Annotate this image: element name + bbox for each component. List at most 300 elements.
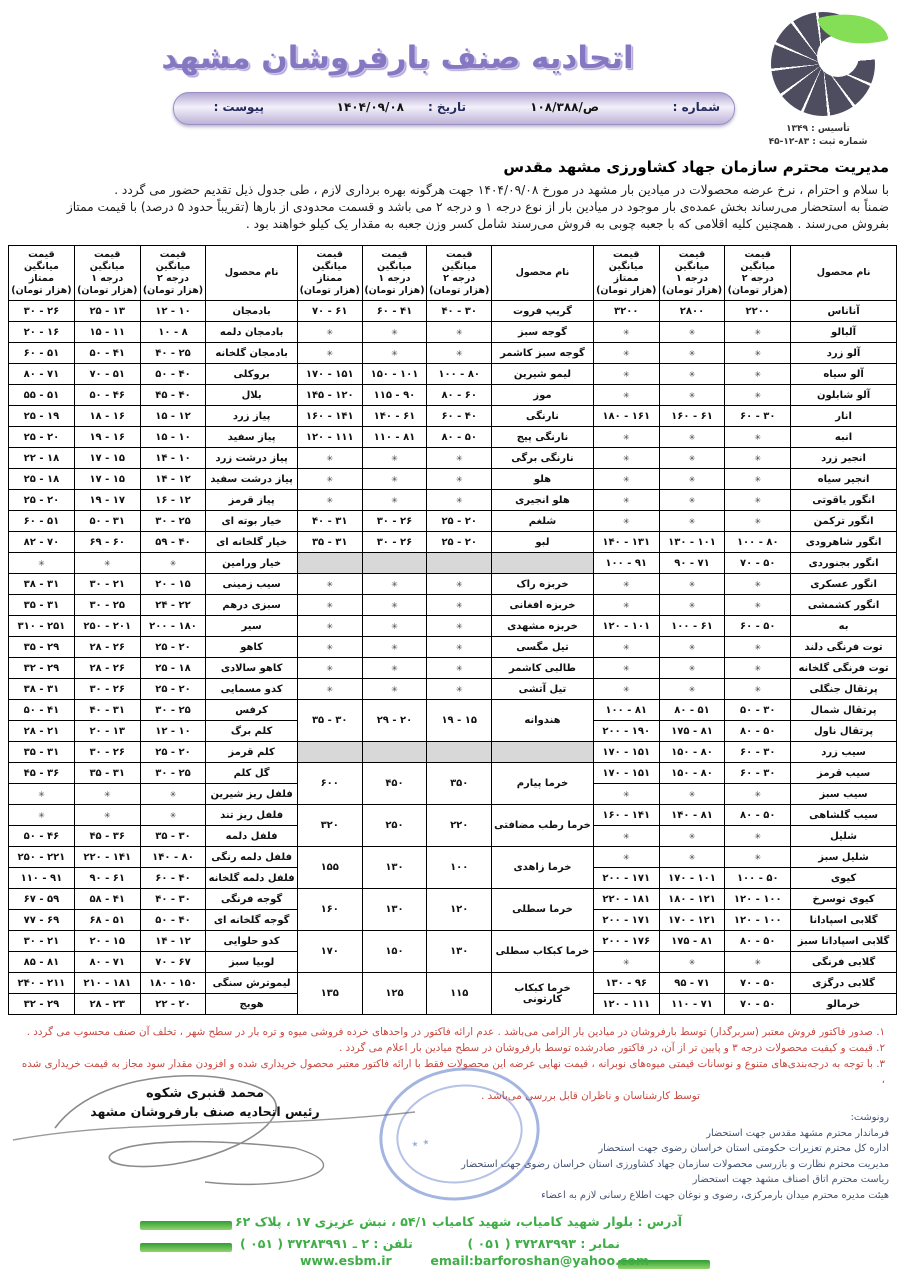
price-cell: ✳ bbox=[725, 826, 791, 847]
product-cell: سبزی درهم bbox=[206, 595, 297, 616]
price-cell: ۷۷ - ۶۹ bbox=[9, 910, 75, 931]
price-cell: ۱۸۰ - ۱۶۱ bbox=[593, 406, 659, 427]
price-cell: ۲۲ - ۱۸ bbox=[9, 448, 75, 469]
product-cell: کدو حلوایی bbox=[206, 931, 297, 952]
table-row bbox=[9, 322, 897, 343]
price-cell: ✳ bbox=[427, 490, 492, 511]
table-row bbox=[9, 385, 897, 406]
price-cell: ✳ bbox=[362, 490, 427, 511]
price-cell: ۱۳۵ bbox=[297, 973, 362, 1015]
product-cell: پیاز قرمز bbox=[206, 490, 297, 511]
price-cell: ۶۹ - ۶۰ bbox=[74, 532, 140, 553]
price-cell: ۸۰ - ۵۰ bbox=[725, 805, 791, 826]
price-cell: ۱۸۰ - ۱۵۰ bbox=[140, 973, 206, 994]
price-cell: ۳۰ - ۲۵ bbox=[140, 700, 206, 721]
price-cell: ۹۰ - ۶۱ bbox=[74, 868, 140, 889]
price-cell: ✳ bbox=[593, 322, 659, 343]
price-cell: ۱۶۰ - ۶۱ bbox=[659, 406, 725, 427]
price-cell: ✳ bbox=[725, 448, 791, 469]
price-cell: ۶۰ - ۵۰ bbox=[725, 616, 791, 637]
price-cell: ۲۰۰ - ۱۷۱ bbox=[593, 868, 659, 889]
product-cell: سیر bbox=[206, 616, 297, 637]
product-cell: لبو bbox=[492, 532, 594, 553]
price-cell: ۲۰۰ - ۱۷۶ bbox=[593, 931, 659, 952]
price-cell: ✳ bbox=[659, 658, 725, 679]
price-cell: ۳۰ - ۲۱ bbox=[9, 931, 75, 952]
product-cell: فلفل دلمه bbox=[206, 826, 297, 847]
letter-number-label: شماره : bbox=[672, 100, 720, 114]
price-cell: ۲۵ - ۲۰ bbox=[9, 490, 75, 511]
price-cell: ✳ bbox=[725, 364, 791, 385]
price-cell: ۱۶ - ۱۲ bbox=[140, 490, 206, 511]
price-cell: ۱۳۰ bbox=[427, 931, 492, 973]
price-cell: ۳۱۰ - ۲۵۱ bbox=[9, 616, 75, 637]
logo-registration-caption: شماره ثبت : ۸۳-۱۲-۴۵ bbox=[768, 137, 868, 147]
letter-body bbox=[16, 182, 889, 233]
column-header-price: قیمت میانگین درجه ۲ (هزار تومان) bbox=[140, 246, 206, 301]
price-cell bbox=[427, 553, 492, 574]
price-cell: ✳ bbox=[725, 679, 791, 700]
price-cell: ✳ bbox=[362, 322, 427, 343]
price-cell: ۱۷۵ - ۸۱ bbox=[659, 931, 725, 952]
price-cell: ✳ bbox=[725, 847, 791, 868]
price-cell: ۲۵ - ۱۸ bbox=[9, 469, 75, 490]
price-cell: ۱۵۰ - ۸۰ bbox=[659, 763, 725, 784]
price-cell: ۲۸ - ۲۳ bbox=[74, 994, 140, 1015]
column-header-price: قیمت میانگین درجه ۲ (هزار تومان) bbox=[725, 246, 791, 301]
price-cell: ۱۷ - ۱۵ bbox=[74, 448, 140, 469]
product-cell: خرما رطب مضافتی bbox=[492, 805, 594, 847]
price-cell: ✳ bbox=[725, 469, 791, 490]
price-cell: ✳ bbox=[593, 511, 659, 532]
green-bar bbox=[140, 1221, 232, 1230]
price-cell: ۱۷۰ bbox=[297, 931, 362, 973]
product-cell: سیب زمینی bbox=[206, 574, 297, 595]
price-cell: ۶۰ - ۴۰ bbox=[140, 868, 206, 889]
price-cell: ✳ bbox=[593, 826, 659, 847]
product-cell: خرما پیارم bbox=[492, 763, 594, 805]
price-cell: ۵۰ - ۳۱ bbox=[74, 511, 140, 532]
price-cell: ۱۵۵ bbox=[297, 847, 362, 889]
price-cell: ✳ bbox=[659, 511, 725, 532]
product-cell: انگور کشمشی bbox=[791, 595, 897, 616]
price-cell: ۲۸ - ۲۶ bbox=[74, 658, 140, 679]
price-cell: ۸۰ - ۶۰ bbox=[427, 385, 492, 406]
price-cell: ✳ bbox=[659, 448, 725, 469]
cc-item: اداره کل محترم تعزیرات حکومتی استان خراسان رضوی جهت استحضار bbox=[598, 1143, 889, 1154]
table-row bbox=[9, 637, 897, 658]
product-cell: انگور ترکمن bbox=[791, 511, 897, 532]
price-cell: ۲۹ - ۲۰ bbox=[362, 700, 427, 742]
table-row bbox=[9, 448, 897, 469]
logo-founded-caption: تأسیس : ۱۳۴۹ bbox=[786, 124, 850, 134]
contact-email[interactable]: email:barforoshan@yahoo.com bbox=[430, 1253, 649, 1268]
price-cell: ۵۰ - ۴۱ bbox=[9, 700, 75, 721]
price-cell: ۱۰۰ - ۸۱ bbox=[593, 700, 659, 721]
price-cell: ۲۰ - ۱۵ bbox=[140, 574, 206, 595]
table-row bbox=[9, 406, 897, 427]
product-cell: هندوانه bbox=[492, 700, 594, 742]
price-cell: ✳ bbox=[725, 952, 791, 973]
product-cell: خیار گلخانه ای bbox=[206, 532, 297, 553]
price-cell: ۱۴ - ۱۲ bbox=[140, 469, 206, 490]
price-cell: ۲۴۰ - ۲۱۱ bbox=[9, 973, 75, 994]
product-cell: پیاز زرد bbox=[206, 406, 297, 427]
letter-number-value: ۱۰۸/ص/۳۸۸ bbox=[530, 100, 599, 114]
signer-name: محمد قنبری شکوه bbox=[146, 1086, 264, 1101]
price-cell: ۲۲۰ bbox=[427, 805, 492, 847]
price-cell: ۲۸ - ۲۶ bbox=[74, 637, 140, 658]
column-header-price: قیمت میانگین ممتاز (هزار تومان) bbox=[593, 246, 659, 301]
footnote-line: ۱. صدور فاکتور فروش معتبر (سربرگدار) توسط بارفروشان در میادین بار الزامی می‌باشد . عدم ارائه فاکتور در واحدهای خرده فروشی میوه و تره بار در سطح شهر ، تخلف آن صنف محسوب می گردد . bbox=[26, 1026, 885, 1038]
price-cell: ۱۴۰ - ۱۳۱ bbox=[593, 532, 659, 553]
product-cell: انگور شاهرودی bbox=[791, 532, 897, 553]
price-cell: ۲۵ - ۲۰ bbox=[140, 742, 206, 763]
price-cell: ✳ bbox=[427, 616, 492, 637]
price-cell: ۳۵۰ bbox=[427, 763, 492, 805]
price-cell: ۲۲۰۰ bbox=[725, 301, 791, 322]
price-cell: ۳۲ - ۲۹ bbox=[9, 994, 75, 1015]
product-cell: انجیر زرد bbox=[791, 448, 897, 469]
price-cell: ۱۰۰ - ۸۰ bbox=[427, 364, 492, 385]
product-cell: خرما زاهدی bbox=[492, 847, 594, 889]
product-cell: بلال bbox=[206, 385, 297, 406]
price-cell: ۲۱۰ - ۱۸۱ bbox=[74, 973, 140, 994]
price-cell: ۲۵ - ۲۰ bbox=[140, 637, 206, 658]
product-cell: سیب قرمز bbox=[791, 763, 897, 784]
table-row bbox=[9, 889, 897, 910]
product-cell: گلابی اسپادانا bbox=[791, 910, 897, 931]
price-cell: ۱۸ - ۱۶ bbox=[74, 406, 140, 427]
price-cell: ۷۰ - ۵۱ bbox=[74, 364, 140, 385]
price-cell: ✳ bbox=[297, 343, 362, 364]
column-header-product: نام محصول bbox=[791, 246, 897, 301]
product-cell: خربزه مشهدی bbox=[492, 616, 594, 637]
price-cell: ✳ bbox=[659, 343, 725, 364]
price-cell: ۸۵ - ۸۱ bbox=[9, 952, 75, 973]
product-cell bbox=[492, 553, 594, 574]
price-cell: ✳ bbox=[297, 448, 362, 469]
price-cell: ۱۰۰ - ۹۱ bbox=[593, 553, 659, 574]
price-cell: ۱۷۰ - ۱۵۱ bbox=[593, 763, 659, 784]
product-cell: بروکلی bbox=[206, 364, 297, 385]
product-cell: هلو bbox=[492, 469, 594, 490]
price-cell bbox=[362, 742, 427, 763]
price-cell: ✳ bbox=[659, 364, 725, 385]
product-cell: توت فرنگی دلند bbox=[791, 637, 897, 658]
table-row bbox=[9, 679, 897, 700]
price-cell: ✳ bbox=[427, 595, 492, 616]
product-cell: پیاز درشت زرد bbox=[206, 448, 297, 469]
price-cell: ۲۸ - ۲۱ bbox=[9, 721, 75, 742]
price-cell: ✳ bbox=[593, 469, 659, 490]
price-cell: ✳ bbox=[659, 427, 725, 448]
price-cell: ✳ bbox=[140, 805, 206, 826]
price-cell: ۱۴۰ - ۸۰ bbox=[140, 847, 206, 868]
price-cell: ۸۰ - ۵۱ bbox=[659, 700, 725, 721]
price-cell: ۵۹ - ۴۰ bbox=[140, 532, 206, 553]
price-cell: ۴۵ - ۳۶ bbox=[9, 763, 75, 784]
price-cell: ✳ bbox=[362, 448, 427, 469]
table-row bbox=[9, 931, 897, 952]
price-cell: ۶۰ - ۴۱ bbox=[362, 301, 427, 322]
table-row bbox=[9, 847, 897, 868]
price-cell: ۳۲ - ۲۹ bbox=[9, 658, 75, 679]
product-cell: به bbox=[791, 616, 897, 637]
price-cell: ۶۰ - ۴۰ bbox=[427, 406, 492, 427]
price-cell: ✳ bbox=[74, 784, 140, 805]
table-row bbox=[9, 301, 897, 322]
price-cell: ۱۲۰ - ۱۰۱ bbox=[593, 616, 659, 637]
product-cell: پرتقال جنگلی bbox=[791, 679, 897, 700]
price-cell: ✳ bbox=[659, 826, 725, 847]
price-cell: ✳ bbox=[593, 490, 659, 511]
price-cell: ۱۱۰ - ۸۱ bbox=[362, 427, 427, 448]
price-cell: ✳ bbox=[427, 322, 492, 343]
product-cell: لیمو شیرین bbox=[492, 364, 594, 385]
price-cell: ۱۷۰ - ۱۵۱ bbox=[297, 364, 362, 385]
product-cell: خرما کبکاب سطلی bbox=[492, 931, 594, 973]
price-cell: ۸۰ - ۵۰ bbox=[427, 427, 492, 448]
cc-item: هیئت مدیره محترم میدان بارمرکزی، رضوی و نوغان جهت اطلاع رسانی لازم به اعضاء bbox=[541, 1189, 889, 1201]
price-cell: ✳ bbox=[593, 679, 659, 700]
price-cell: ۱۱۰ - ۷۱ bbox=[659, 994, 725, 1015]
price-cell: ۱۰ - ۸ bbox=[140, 322, 206, 343]
price-cell: ۱۷ - ۱۵ bbox=[74, 469, 140, 490]
product-cell: لوبیا سبز bbox=[206, 952, 297, 973]
price-cell: ✳ bbox=[659, 784, 725, 805]
price-cell: ۱۷۰ - ۱۲۱ bbox=[659, 910, 725, 931]
table-row bbox=[9, 574, 897, 595]
price-cell: ۵۰ - ۴۶ bbox=[9, 826, 75, 847]
price-cell: ۲۸۰۰ bbox=[659, 301, 725, 322]
product-cell: طالبی کاشمر bbox=[492, 658, 594, 679]
price-cell: ۱۴۰ - ۸۱ bbox=[659, 805, 725, 826]
price-cell: ۶۰ - ۳۰ bbox=[725, 763, 791, 784]
price-cell: ۳۵ - ۳۰ bbox=[297, 700, 362, 742]
price-cell: ✳ bbox=[427, 343, 492, 364]
price-cell: ۲۵۰ - ۲۰۱ bbox=[74, 616, 140, 637]
price-cell: ۴۰ - ۳۰ bbox=[140, 889, 206, 910]
price-cell: ۳۰ - ۲۵ bbox=[140, 511, 206, 532]
price-cell: ۲۰۰ - ۱۸۰ bbox=[140, 616, 206, 637]
price-cell: ۱۶۰ - ۱۴۱ bbox=[593, 805, 659, 826]
price-cell: ✳ bbox=[659, 595, 725, 616]
price-cell: ۱۵ - ۱۲ bbox=[140, 406, 206, 427]
price-cell: ۱۲۰ - ۱۰۰ bbox=[725, 910, 791, 931]
price-cell: ۶۰ - ۵۱ bbox=[9, 343, 75, 364]
price-cell: ✳ bbox=[362, 574, 427, 595]
product-cell: آلو شابلون bbox=[791, 385, 897, 406]
product-cell: فلفل دلمه گلخانه bbox=[206, 868, 297, 889]
price-cell: ۳۵ - ۳۱ bbox=[297, 532, 362, 553]
price-cell: ✳ bbox=[593, 364, 659, 385]
price-cell: ۴۵۰ bbox=[362, 763, 427, 805]
price-cell: ۳۰ - ۲۶ bbox=[362, 532, 427, 553]
table-row bbox=[9, 658, 897, 679]
product-cell: فلفل دلمه رنگی bbox=[206, 847, 297, 868]
price-cell: ✳ bbox=[362, 343, 427, 364]
price-cell: ۲۵ - ۱۹ bbox=[9, 406, 75, 427]
product-cell: فلفل ریز شیرین bbox=[206, 784, 297, 805]
product-cell: گوجه گلخانه ای bbox=[206, 910, 297, 931]
column-header-price: قیمت میانگین ممتاز (هزار تومان) bbox=[297, 246, 362, 301]
price-cell: ۱۱۵ - ۹۰ bbox=[362, 385, 427, 406]
price-cell: ۳۵ - ۳۱ bbox=[9, 742, 75, 763]
price-cell: ۱۰۰ - ۵۰ bbox=[725, 868, 791, 889]
price-cell: ۵۵ - ۵۱ bbox=[9, 385, 75, 406]
price-cell: ✳ bbox=[659, 385, 725, 406]
price-cell: ۱۴۵ - ۱۲۰ bbox=[297, 385, 362, 406]
cc-list bbox=[461, 1110, 889, 1203]
contact-website[interactable]: www.esbm.ir bbox=[300, 1253, 392, 1268]
price-cell: ✳ bbox=[593, 343, 659, 364]
price-cell: ✳ bbox=[593, 448, 659, 469]
price-cell: ✳ bbox=[9, 784, 75, 805]
price-cell: ۳۵ - ۳۰ bbox=[140, 826, 206, 847]
product-cell: خرما کبکاب کارتونی bbox=[492, 973, 594, 1015]
product-cell: گل کلم bbox=[206, 763, 297, 784]
price-cell: ✳ bbox=[140, 784, 206, 805]
product-cell: خیار بوته ای bbox=[206, 511, 297, 532]
price-cell bbox=[297, 553, 362, 574]
price-cell: ۱۲۰ - ۱۰۰ bbox=[725, 889, 791, 910]
price-cell: ۲۵ - ۱۸ bbox=[140, 658, 206, 679]
price-cell: ✳ bbox=[297, 490, 362, 511]
table-row bbox=[9, 973, 897, 994]
price-cell: ۱۲ - ۱۰ bbox=[140, 721, 206, 742]
price-cell: ۲۰۰ - ۱۷۱ bbox=[593, 910, 659, 931]
price-cell: ۳۵ - ۲۹ bbox=[9, 637, 75, 658]
price-cell: ۷۰ - ۵۰ bbox=[725, 553, 791, 574]
footnote-line: ۳. با توجه به درجه‌بندی‌های متنوع و نوسانات قیمتی میوه‌های نوبرانه ، قیمت نهایی عرضه این محصولات فقط با ارائه فاکتور معتبر محصول خریداری شده و افزودن مقدار سود مجاز به قیمت خریداری شده ، bbox=[21, 1058, 885, 1086]
price-cell: ۱۲۰ bbox=[427, 889, 492, 931]
price-cell: ✳ bbox=[725, 658, 791, 679]
price-cell: ۴۵ - ۴۰ bbox=[140, 385, 206, 406]
price-cell: ✳ bbox=[725, 490, 791, 511]
product-cell: خربزه راک bbox=[492, 574, 594, 595]
product-cell: پیاز سفید bbox=[206, 427, 297, 448]
price-cell: ✳ bbox=[593, 784, 659, 805]
price-cell: ✳ bbox=[427, 448, 492, 469]
product-cell: کدو مسمایی bbox=[206, 679, 297, 700]
price-cell: ✳ bbox=[659, 322, 725, 343]
price-cell: ✳ bbox=[297, 469, 362, 490]
price-cell bbox=[297, 742, 362, 763]
column-header-price: قیمت میانگین درجه ۱ (هزار تومان) bbox=[74, 246, 140, 301]
letter-body-line: با سلام و احترام ، نرخ عرضه محصولات در میادین بار مشهد در مورخ ۱۴۰۴/۰۹/۰۸ جهت هرگونه بهره برداری لازم ، طی جدول ذیل تقدیم حضور می گردد . bbox=[114, 183, 889, 197]
price-cell: ۳۸ - ۳۱ bbox=[9, 574, 75, 595]
price-cell: ۳۰ - ۲۵ bbox=[140, 763, 206, 784]
product-cell: خرما سطلی bbox=[492, 889, 594, 931]
product-cell: سیب گلشاهی bbox=[791, 805, 897, 826]
price-cell: ۲۴ - ۲۲ bbox=[140, 595, 206, 616]
price-cell: ✳ bbox=[725, 385, 791, 406]
price-cell: ✳ bbox=[593, 952, 659, 973]
price-table-body bbox=[9, 301, 897, 1015]
price-cell: ✳ bbox=[725, 322, 791, 343]
table-row bbox=[9, 427, 897, 448]
price-cell: ✳ bbox=[659, 637, 725, 658]
price-cell: ۱۴ - ۱۲ bbox=[140, 931, 206, 952]
product-cell: تیل مگسی bbox=[492, 637, 594, 658]
price-cell: ۵۰ - ۴۰ bbox=[140, 364, 206, 385]
price-cell: ✳ bbox=[725, 574, 791, 595]
price-cell: ✳ bbox=[593, 574, 659, 595]
price-cell: ۱۳۰ - ۱۰۱ bbox=[659, 532, 725, 553]
price-cell: ✳ bbox=[659, 679, 725, 700]
price-cell: ✳ bbox=[659, 490, 725, 511]
price-cell: ✳ bbox=[297, 574, 362, 595]
price-cell: ۱۰۰ bbox=[427, 847, 492, 889]
product-cell: انگور بجنوردی bbox=[791, 553, 897, 574]
product-cell: گوجه سبز کاشمر bbox=[492, 343, 594, 364]
price-cell: ۷۰ - ۵۰ bbox=[725, 973, 791, 994]
product-cell: بادمجان دلمه bbox=[206, 322, 297, 343]
product-cell: بادمجان bbox=[206, 301, 297, 322]
price-cell: ۷۰ - ۶۱ bbox=[297, 301, 362, 322]
product-cell: انگور یاقوتی bbox=[791, 490, 897, 511]
product-cell: گلابی درگزی bbox=[791, 973, 897, 994]
product-cell: توت فرنگی گلخانه bbox=[791, 658, 897, 679]
product-cell: لیموترش سنگی bbox=[206, 973, 297, 994]
cc-item: ریاست محترم اتاق اصناف مشهد جهت استحضار bbox=[692, 1174, 889, 1185]
price-cell: ۶۰ - ۵۱ bbox=[9, 511, 75, 532]
price-cell: ۲۵ - ۲۰ bbox=[9, 427, 75, 448]
price-cell: ✳ bbox=[297, 595, 362, 616]
price-cell: ۱۵۰ bbox=[362, 931, 427, 973]
product-cell: آلو سیاه bbox=[791, 364, 897, 385]
price-cell: ۲۲ - ۲۰ bbox=[140, 994, 206, 1015]
price-cell: ۵۰ - ۴۰ bbox=[140, 910, 206, 931]
price-cell: ۳۲۰۰ bbox=[593, 301, 659, 322]
price-cell: ۲۵ - ۲۰ bbox=[140, 679, 206, 700]
price-cell: ✳ bbox=[593, 427, 659, 448]
price-cell: ✳ bbox=[725, 637, 791, 658]
price-cell: ۳۵ - ۳۱ bbox=[9, 595, 75, 616]
price-cell: ۱۸۰ - ۱۲۱ bbox=[659, 889, 725, 910]
price-cell: ۲۰ - ۱۶ bbox=[9, 322, 75, 343]
price-cell: ✳ bbox=[74, 805, 140, 826]
price-cell: ✳ bbox=[297, 679, 362, 700]
cc-item: مدیریت محترم نظارت و بازرسی محصولات سازمان جهاد کشاورزی استان خراسان رضوی جهت استحضار bbox=[461, 1158, 889, 1170]
table-row bbox=[9, 511, 897, 532]
product-cell: انار bbox=[791, 406, 897, 427]
product-cell: نارنگی برگی bbox=[492, 448, 594, 469]
price-cell: ۳۰ - ۲۶ bbox=[362, 511, 427, 532]
price-cell: ۲۰۰ - ۱۹۰ bbox=[593, 721, 659, 742]
price-cell: ۶۸ - ۵۱ bbox=[74, 910, 140, 931]
price-cell: ✳ bbox=[9, 553, 75, 574]
contact-phone: تلفن : ۲ ـ ۳۷۲۸۳۹۹۱ ( ۰۵۱ ) bbox=[240, 1236, 413, 1251]
price-table-header bbox=[9, 246, 897, 301]
column-header-price: قیمت میانگین درجه ۱ (هزار تومان) bbox=[362, 246, 427, 301]
product-cell: هلو انجیری bbox=[492, 490, 594, 511]
product-cell: نارنگی پیج bbox=[492, 427, 594, 448]
price-cell: ۸۰ - ۷۱ bbox=[74, 952, 140, 973]
price-cell: ✳ bbox=[725, 784, 791, 805]
price-cell: ✳ bbox=[593, 385, 659, 406]
table-row bbox=[9, 763, 897, 784]
price-cell: ۱۲۵ bbox=[362, 973, 427, 1015]
price-cell: ۴۵ - ۳۶ bbox=[74, 826, 140, 847]
recipient-title: مدیریت محترم سازمان جهاد کشاورزی مشهد مقدس bbox=[503, 158, 889, 176]
price-cell: ۱۶۰ bbox=[297, 889, 362, 931]
price-cell: ۱۳۰ bbox=[362, 847, 427, 889]
price-cell: ۱۱۰ - ۹۱ bbox=[9, 868, 75, 889]
product-cell: گوجه فرنگی bbox=[206, 889, 297, 910]
price-cell: ✳ bbox=[427, 574, 492, 595]
